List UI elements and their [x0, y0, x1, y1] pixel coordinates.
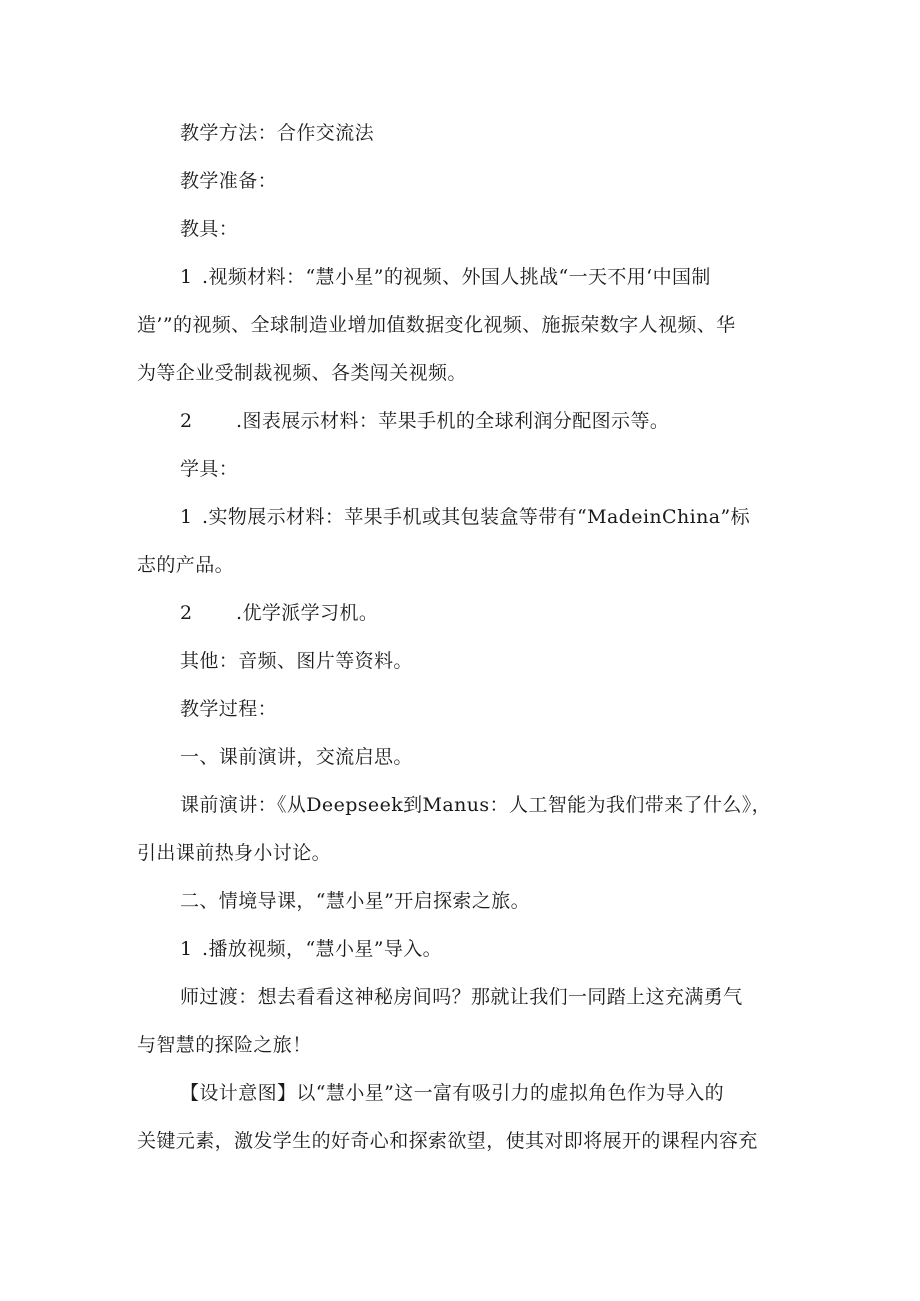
- student-item-1-cont: 志的产品。: [137, 554, 235, 576]
- list-number: 1: [180, 506, 193, 528]
- list-number: 1: [180, 266, 193, 288]
- student-item-2: [180, 601, 378, 625]
- teacher-item-2: [180, 409, 669, 433]
- teacher-item-1-cont2: 为等企业受制裁视频、各类闯关视频。: [137, 362, 467, 384]
- other-materials: 其他：音频、图片等资料。: [180, 650, 413, 672]
- step-1-text: .播放视频，“慧小星”导入。: [202, 938, 443, 960]
- list-number: 2: [180, 602, 193, 624]
- teacher-tools-heading: 教具：: [180, 218, 239, 240]
- teacher-item-1: [180, 265, 711, 289]
- student-item-1: [180, 505, 750, 529]
- section-1-heading: 一、课前演讲，交流启思。: [180, 746, 413, 768]
- teaching-process-heading: 教学过程：: [180, 698, 278, 720]
- teaching-preparation: 教学准备：: [180, 170, 278, 192]
- teacher-transition-cont: 与智慧的探险之旅！: [137, 1034, 312, 1056]
- pre-class-speech-cont: 引出课前热身小讨论。: [137, 842, 332, 864]
- teacher-item-1-text: .视频材料：“慧小星”的视频、外国人挑战“一天不用‘中国制: [202, 266, 711, 288]
- list-number: 2: [180, 410, 193, 432]
- section-2-heading: 二、情境导课，“慧小星”开启探索之旅。: [180, 890, 531, 912]
- teacher-item-2-text: .图表展示材料：苹果手机的全球利润分配图示等。: [236, 410, 670, 432]
- pre-class-speech: 课前演讲：《从Deepseek到Manus：人工智能为我们带来了什么》，: [180, 794, 772, 816]
- student-item-1-text: .实物展示材料：苹果手机或其包装盒等带有“MadeinChina”标: [202, 506, 750, 528]
- list-number: 1: [180, 938, 193, 960]
- teacher-transition: 师过渡：想去看看这神秘房间吗？那就让我们一同踏上这充满勇气: [180, 986, 743, 1008]
- teacher-item-1-cont: 造’”的视频、全球制造业增加值数据变化视频、施振荣数字人视频、华: [137, 314, 736, 336]
- teaching-method: 教学方法：合作交流法: [180, 122, 375, 144]
- student-tools-heading: 学具：: [180, 458, 239, 480]
- student-item-2-text: .优学派学习机。: [236, 602, 379, 624]
- design-intent-cont: 关键元素，激发学生的好奇心和探索欲望，使其对即将展开的课程内容充: [137, 1130, 758, 1152]
- design-intent: 【设计意图】以“慧小星”这一富有吸引力的虚拟角色作为导入的: [180, 1082, 725, 1104]
- step-1: [180, 937, 442, 961]
